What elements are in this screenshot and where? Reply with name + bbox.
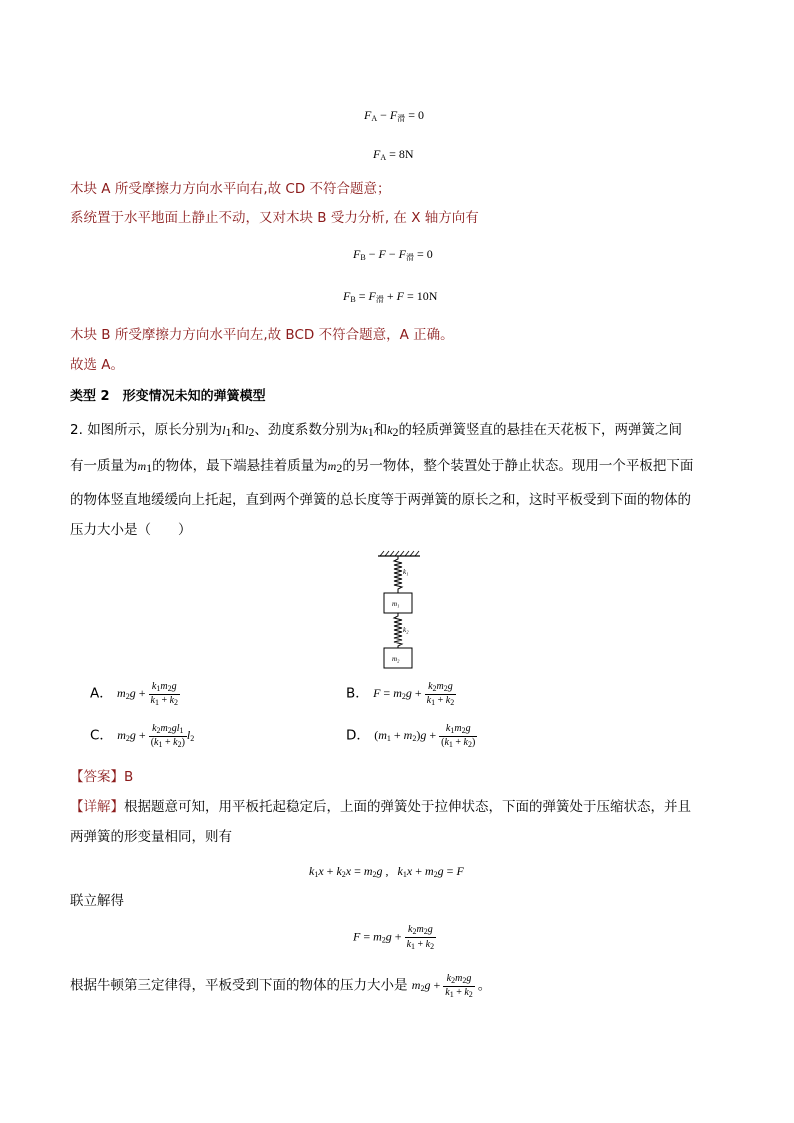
answer-value: B	[124, 769, 134, 785]
spring-2-label: k₂	[403, 626, 409, 634]
equation-fa-balance: $F_A - F_滑 = 0$	[364, 108, 425, 123]
explanation-final-line: 根据牛顿第三定律得，平板受到下面的物体的压力大小是 $m_2g$ + $\frac{k_2m_2g}{k_1 + k_2}$ 。	[70, 973, 492, 999]
equation-system: $k_1x + k_2x = m_2g$ , $k_1x + m_2g = F$	[309, 864, 464, 879]
option-d[interactable]	[346, 724, 477, 749]
explanation-solve-text: 联立解得	[70, 893, 124, 909]
option-c-letter: C．	[90, 727, 113, 744]
option-c-expression: $m_2g$ + $\frac{k_2m_2gl_1}{(k_1 + k_2)}$ $l_2$	[117, 723, 195, 749]
option-b[interactable]	[346, 682, 456, 707]
option-a[interactable]	[90, 682, 180, 707]
option-d-expression: $(m_1 + m_2)g$ + $\frac{k_1m_2g}{(k_1 + k_2)}$	[374, 723, 476, 749]
option-a-expression: $m_2g$ + $\frac{k_1m_2g}{k_1 + k_2}$	[117, 681, 179, 707]
explanation-tag: 【详解】	[70, 799, 124, 815]
line-a-direction: 木块 A 所受摩擦力方向水平向右,故 CD 不符合题意；	[70, 181, 391, 197]
question-number: 2.	[70, 422, 83, 438]
final-expression: $m_2g$ + $\frac{k_2m_2g}{k_1 + k_2}$	[411, 973, 473, 999]
spring-mass-figure	[370, 548, 430, 673]
option-d-letter: D．	[346, 727, 370, 744]
spring-1-label: k₁	[403, 568, 409, 576]
line-b-direction: 木块 B 所受摩擦力方向水平向左,故 BCD 不符合题意，A 正确。	[70, 327, 454, 343]
equation-fa-value: $F_A = 8N$	[373, 147, 414, 162]
block-1-label: m₁	[392, 600, 400, 608]
explanation-line-2: 两弹簧的形变量相同，则有	[70, 829, 232, 845]
answer-line	[70, 771, 133, 785]
option-a-letter: A．	[90, 685, 113, 702]
option-c[interactable]	[90, 724, 194, 749]
option-b-letter: B．	[346, 685, 369, 702]
line-choose: 故选 A。	[70, 357, 125, 373]
block-2-label: m₂	[392, 655, 400, 663]
question-line-2: 有一质量为$m_1$的物体，最下端悬挂着质量为$m_2$的另一物体，整个装置处于静止状态。现用一个平板把下面	[70, 458, 694, 475]
equation-result: $F = m_2g$ + $\frac{k_2m_2g}{k_1 + k_2}$	[353, 924, 435, 951]
line-system: 系统置于水平地面上静止不动，又对木块 B 受力分析, 在 X 轴方向有	[70, 210, 479, 226]
question-line-1: 2. 如图所示，原长分别为$l_1$和$l_2$、劲度系数分别为$k_1$和$k_2$的轻质弹簧竖直的悬挂在天花板下，两弹簧之间	[70, 422, 683, 439]
question-line-3: 的物体竖直地缓缓向上托起，直到两个弹簧的总长度等于两弹簧的原长之和，这时平板受到下面的物体的	[70, 492, 691, 508]
spring-1	[394, 556, 402, 593]
option-b-expression: $F = m_2g$ + $\frac{k_2m_2g}{k_1 + k_2}$	[373, 681, 455, 707]
spring-2	[394, 613, 402, 648]
answer-tag: 【答案】	[70, 769, 124, 785]
question-line-4: 压力大小是（ ）	[70, 522, 192, 538]
ceiling-hatch	[378, 551, 420, 556]
explanation-line-1: 【详解】根据题意可知，用平板托起稳定后，上面的弹簧处于拉伸状态，下面的弹簧处于压缩状态，并且	[70, 799, 691, 815]
equation-fb-value: $F_B = F_滑 + F = 10N$	[343, 289, 438, 304]
equation-fb-balance: $F_B - F - F_滑 = 0$	[353, 247, 433, 262]
section-heading: 类型 2 形变情况未知的弹簧模型	[70, 389, 266, 404]
